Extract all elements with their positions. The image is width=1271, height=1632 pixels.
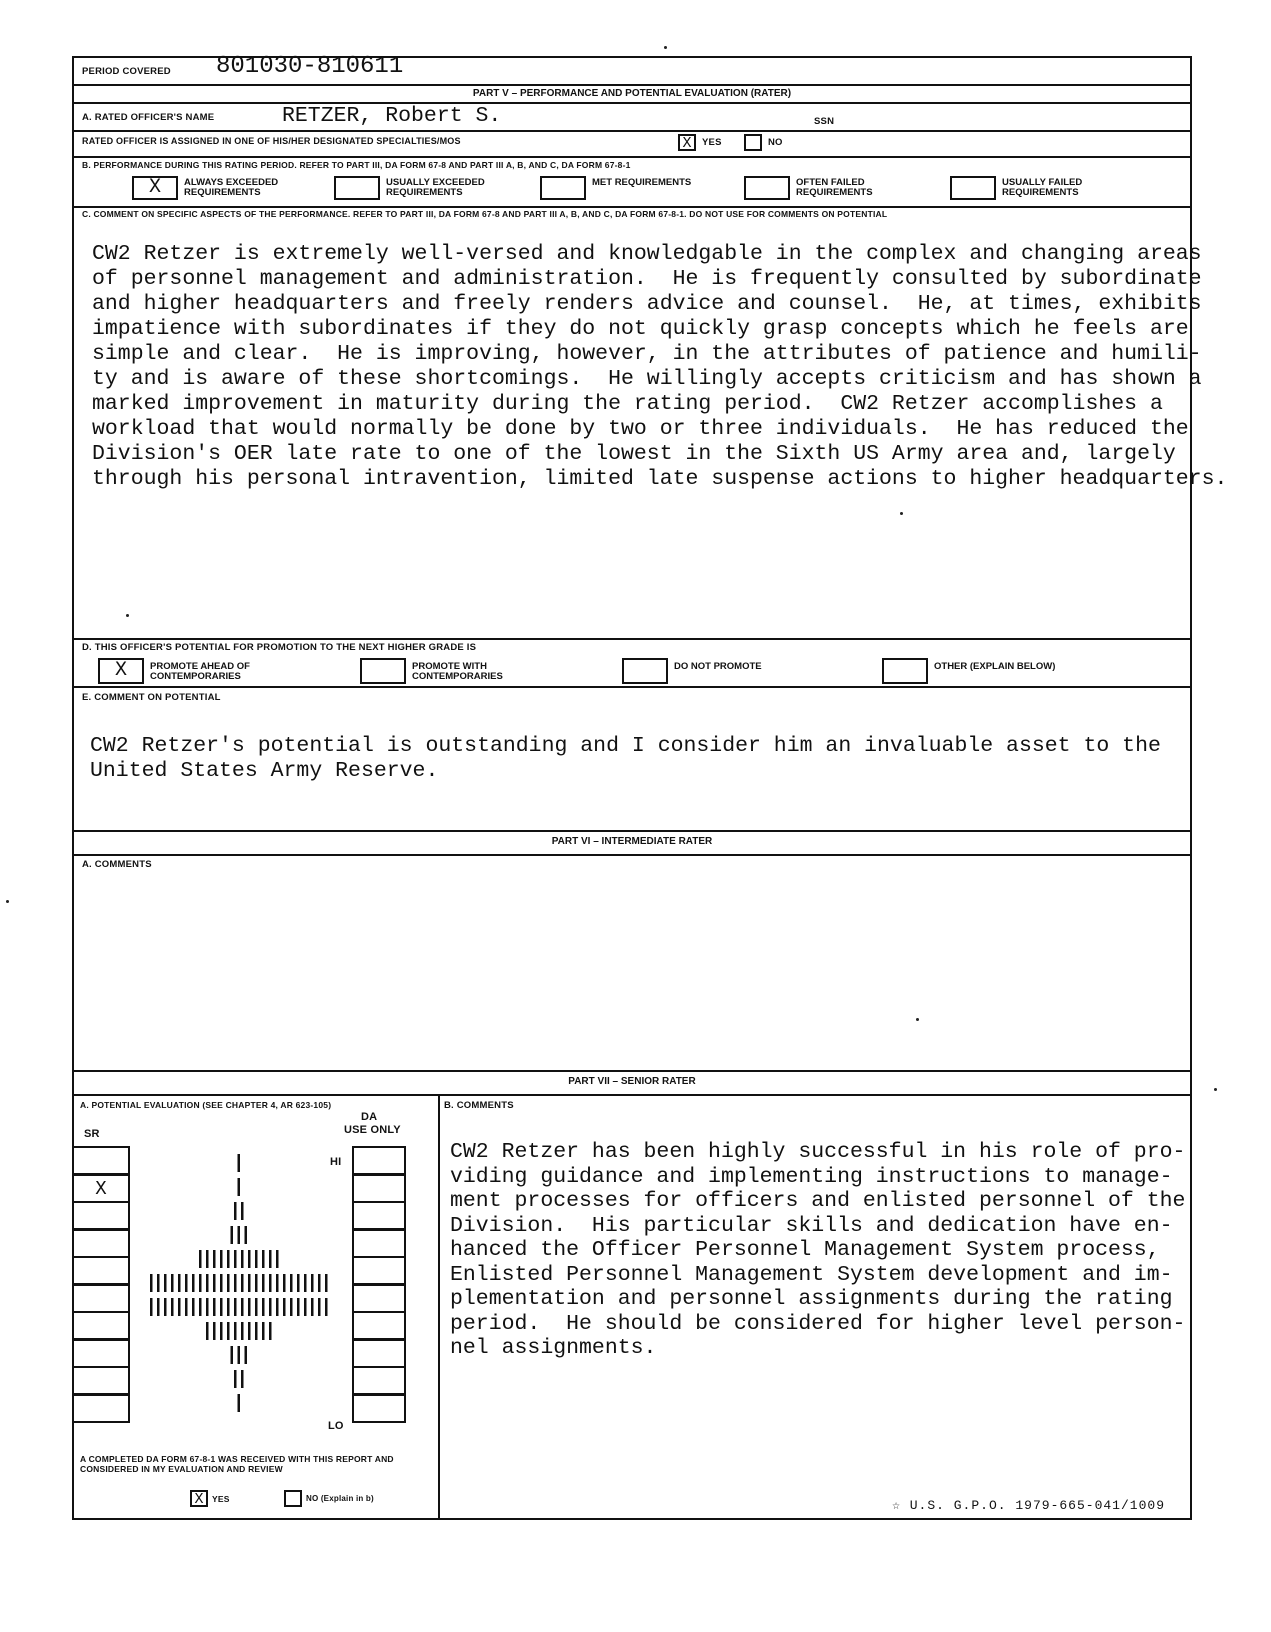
comment-line: through his personal intravention, limited late suspense actions to higher headquarters.: [92, 467, 1228, 491]
promotion-checkbox[interactable]: [360, 658, 406, 684]
comment-line: period. He should be considered for higher level person-: [450, 1311, 1186, 1336]
sr-rating-box[interactable]: [72, 1339, 130, 1368]
profile-tick: [269, 1274, 272, 1292]
profile-tick: [311, 1274, 314, 1292]
profile-tick: [297, 1274, 300, 1292]
scan-speck: [664, 46, 667, 49]
performance-checkbox[interactable]: [334, 176, 380, 200]
da-use-only-box: [352, 1229, 406, 1258]
performance-option-label: USUALLY EXCEEDED REQUIREMENTS: [386, 177, 485, 198]
da-use-only-box: [352, 1146, 406, 1175]
performance-label: B. PERFORMANCE DURING THIS RATING PERIOD. REFER TO PART III, DA FORM 67-8 AND PART III A, B, AND C, DA FORM 67-8-1: [82, 160, 631, 170]
profile-tick: [213, 1274, 216, 1292]
evaluation-form: [72, 53, 1228, 1520]
sr-rating-box[interactable]: [72, 1146, 130, 1175]
da-use-only-box: [352, 1201, 406, 1230]
received-yes-label: YES: [212, 1494, 230, 1504]
comment-line: nel assignments.: [450, 1336, 657, 1360]
profile-tick: [220, 1250, 223, 1268]
profile-tick: [206, 1250, 209, 1268]
intermediate-comments-label: A. COMMENTS: [82, 859, 152, 870]
performance-checkbox[interactable]: X: [132, 176, 178, 200]
profile-tick: [231, 1226, 234, 1244]
profile-tick: [206, 1298, 209, 1316]
scan-speck: [1214, 1088, 1217, 1091]
profile-tick: [238, 1346, 241, 1364]
profile-tick: [245, 1226, 248, 1244]
profile-tick: [150, 1298, 153, 1316]
profile-tick: [171, 1298, 174, 1316]
profile-tick: [297, 1298, 300, 1316]
profile-tick: [241, 1322, 244, 1340]
part7-title: PART VII – SENIOR RATER: [568, 1076, 696, 1087]
profile-tick: [262, 1274, 265, 1292]
da-label: DA: [361, 1111, 378, 1123]
da-use-only-box: [352, 1339, 406, 1368]
profile-tick: [220, 1274, 223, 1292]
profile-tick: [199, 1250, 202, 1268]
profile-tick: [241, 1202, 244, 1220]
period-covered-label: PERIOD COVERED: [82, 66, 171, 77]
promotion-option-label: DO NOT PROMOTE: [674, 661, 762, 672]
profile-tick: [157, 1298, 160, 1316]
promotion-checkbox[interactable]: [882, 658, 928, 684]
profile-tick: [213, 1322, 216, 1340]
sr-rating-box[interactable]: [72, 1366, 130, 1395]
profile-tick: [325, 1298, 328, 1316]
profile-tick: [185, 1274, 188, 1292]
received-no-checkbox[interactable]: [284, 1490, 302, 1507]
profile-tick: [269, 1322, 272, 1340]
comment-line: plementation and personnel assignments during the rating: [450, 1287, 1173, 1311]
profile-tick: [248, 1274, 251, 1292]
profile-tick: [241, 1274, 244, 1292]
profile-tick: [318, 1274, 321, 1292]
profile-tick: [269, 1250, 272, 1268]
profile-tick: [171, 1274, 174, 1292]
comment-line: impatience with subordinates if they do not quickly grasp concepts which he feels are: [92, 317, 1189, 341]
promotion-option-label: PROMOTE WITH CONTEMPORARIES: [412, 661, 503, 682]
profile-tick: [248, 1322, 251, 1340]
received-no-label: NO (Explain in b): [306, 1494, 374, 1503]
profile-tick: [304, 1298, 307, 1316]
senior-comments-label: B. COMMENTS: [444, 1100, 514, 1111]
promotion-option-label: OTHER (EXPLAIN BELOW): [934, 661, 1056, 672]
profile-tick: [227, 1250, 230, 1268]
comment-line: Enlisted Personnel Management System development and im-: [450, 1262, 1173, 1287]
profile-tick: [157, 1274, 160, 1292]
performance-checkbox[interactable]: [744, 176, 790, 200]
profile-tick: [185, 1298, 188, 1316]
promotion-potential-label: D. THIS OFFICER'S POTENTIAL FOR PROMOTION TO THE NEXT HIGHER GRADE IS: [82, 642, 477, 653]
da-use-only-box: [352, 1174, 406, 1203]
profile-tick: [206, 1274, 209, 1292]
promotion-checkbox[interactable]: [622, 658, 668, 684]
profile-tick: [164, 1274, 167, 1292]
comment-line: workload that would normally be done by two or three individuals. He has reduced the: [92, 417, 1189, 441]
hi-label: HI: [330, 1156, 342, 1168]
profile-tick: [213, 1298, 216, 1316]
assigned-no-label: NO: [768, 137, 783, 148]
profile-tick: [269, 1298, 272, 1316]
promotion-checkbox[interactable]: X: [98, 658, 144, 684]
profile-tick: [238, 1226, 241, 1244]
ssn-label: SSN: [814, 116, 835, 127]
profile-tick: [234, 1370, 237, 1388]
performance-option-label: OFTEN FAILED REQUIREMENTS: [796, 177, 873, 198]
da-use-only-box: [352, 1366, 406, 1395]
profile-tick: [248, 1250, 251, 1268]
profile-tick: [150, 1274, 153, 1292]
profile-tick: [325, 1274, 328, 1292]
profile-tick: [262, 1250, 265, 1268]
profile-tick: [290, 1298, 293, 1316]
performance-option-label: MET REQUIREMENTS: [592, 177, 692, 188]
comment-line: CW2 Retzer is extremely well-versed and knowledgable in the complex and changing areas: [92, 242, 1202, 266]
assigned-yes-label: YES: [702, 137, 722, 148]
profile-tick: [245, 1346, 248, 1364]
sr-rating-box[interactable]: [72, 1256, 130, 1285]
form-received-label: A COMPLETED DA FORM 67-8-1 WAS RECEIVED WITH THIS REPORT AND CONSIDERED IN MY EVALUATION AND REVIEW: [80, 1454, 394, 1474]
comment-line: CW2 Retzer has been highly successful in his role of pro-: [450, 1140, 1186, 1164]
part6-title: PART VI – INTERMEDIATE RATER: [551, 836, 713, 847]
profile-tick: [304, 1274, 307, 1292]
profile-tick: [178, 1274, 181, 1292]
profile-tick: [234, 1274, 237, 1292]
profile-tick: [283, 1274, 286, 1292]
comment-line: ment processes for officers and enlisted personnel of the: [450, 1189, 1186, 1213]
profile-tick: [241, 1250, 244, 1268]
performance-comment-label: C. COMMENT ON SPECIFIC ASPECTS OF THE PERFORMANCE. REFER TO PART III, DA FORM 67-8 AND PART III A, B, AND C, DA FORM 67-8-1. DO NOT USE FOR COMMENTS ON POTENTIAL: [82, 209, 888, 219]
promotion-option-label: PROMOTE AHEAD OF CONTEMPORARIES: [150, 661, 250, 682]
profile-tick: [199, 1298, 202, 1316]
part5-title: PART V – PERFORMANCE AND POTENTIAL EVALUATION (RATER): [472, 88, 792, 99]
sr-rating-box[interactable]: [72, 1394, 130, 1423]
comment-line: ty and is aware of these shortcomings. He willingly accepts criticism and has shown a: [92, 367, 1202, 391]
comment-line: United States Army Reserve.: [90, 759, 439, 783]
da-use-only-box: [352, 1256, 406, 1285]
profile-tick: [234, 1250, 237, 1268]
sr-rating-box[interactable]: [72, 1311, 130, 1340]
profile-tick: [220, 1298, 223, 1316]
profile-tick: [178, 1298, 181, 1316]
profile-tick: [238, 1154, 241, 1172]
profile-tick: [276, 1250, 279, 1268]
profile-tick: [318, 1298, 321, 1316]
sr-rating-box[interactable]: X: [72, 1174, 130, 1203]
profile-tick: [241, 1298, 244, 1316]
profile-tick: [213, 1250, 216, 1268]
rated-officer-name-label: A. RATED OFFICER'S NAME: [82, 112, 215, 123]
use-only-label: USE ONLY: [344, 1124, 401, 1136]
gpo-imprint: ☆ U.S. G.P.O. 1979-665-041/1009: [892, 1498, 1165, 1513]
scan-speck: [900, 512, 903, 515]
profile-tick: [220, 1322, 223, 1340]
da-use-only-box: [352, 1311, 406, 1340]
profile-tick: [199, 1274, 202, 1292]
performance-checkbox[interactable]: [950, 176, 996, 200]
comment-line: hanced the Officer Personnel Management System process,: [450, 1238, 1160, 1262]
potential-comment-label: E. COMMENT ON POTENTIAL: [82, 692, 221, 703]
profile-tick: [248, 1298, 251, 1316]
profile-tick: [227, 1322, 230, 1340]
comment-line: viding guidance and implementing instructions to manage-: [450, 1164, 1173, 1189]
sr-rating-box[interactable]: [72, 1229, 130, 1258]
profile-tick: [255, 1298, 258, 1316]
profile-tick: [238, 1394, 241, 1412]
performance-checkbox[interactable]: [540, 176, 586, 200]
sr-rating-box[interactable]: [72, 1201, 130, 1230]
profile-tick: [234, 1202, 237, 1220]
profile-tick: [227, 1298, 230, 1316]
comment-line: marked improvement in maturity during the rating period. CW2 Retzer accomplishes a: [92, 392, 1163, 416]
profile-tick: [231, 1346, 234, 1364]
da-use-only-box: [352, 1394, 406, 1423]
rating-profile-graphic: [136, 1148, 346, 1434]
profile-tick: [234, 1322, 237, 1340]
profile-tick: [227, 1274, 230, 1292]
profile-tick: [283, 1298, 286, 1316]
scan-speck: [916, 1018, 919, 1021]
assigned-yes-checkbox[interactable]: X: [678, 134, 696, 151]
performance-option-label: ALWAYS EXCEEDED REQUIREMENTS: [184, 177, 279, 198]
sr-column-label: SR: [84, 1128, 100, 1140]
profile-tick: [276, 1298, 279, 1316]
profile-tick: [164, 1298, 167, 1316]
comment-line: Division's OER late rate to one of the lowest in the Sixth US Army area and, largely: [92, 442, 1176, 466]
profile-tick: [290, 1274, 293, 1292]
profile-tick: [241, 1370, 244, 1388]
profile-tick: [262, 1298, 265, 1316]
profile-tick: [255, 1274, 258, 1292]
profile-tick: [206, 1322, 209, 1340]
profile-tick: [192, 1274, 195, 1292]
da-use-only-box: [352, 1284, 406, 1313]
comment-line: simple and clear. He is improving, however, in the attributes of patience and humili-: [92, 342, 1202, 366]
profile-tick: [192, 1298, 195, 1316]
assigned-specialty-label: RATED OFFICER IS ASSIGNED IN ONE OF HIS/HER DESIGNATED SPECIALTIES/MOS: [82, 136, 461, 146]
profile-tick: [311, 1298, 314, 1316]
scan-speck: [6, 900, 9, 903]
senior-potential-label: A. POTENTIAL EVALUATION (SEE CHAPTER 4, AR 623-105): [80, 1100, 332, 1110]
profile-tick: [262, 1322, 265, 1340]
period-covered-value: 801030-810611: [216, 53, 404, 80]
rated-officer-name-value: RETZER, Robert S.: [282, 104, 502, 128]
profile-tick: [255, 1250, 258, 1268]
scan-speck: [126, 614, 129, 617]
profile-tick: [255, 1322, 258, 1340]
profile-tick: [276, 1274, 279, 1292]
assigned-no-checkbox[interactable]: [744, 134, 762, 151]
comment-line: of personnel management and administration. He is frequently consulted by subordinate: [92, 267, 1202, 291]
performance-option-label: USUALLY FAILED REQUIREMENTS: [1002, 177, 1083, 198]
comment-line: CW2 Retzer's potential is outstanding and I consider him an invaluable asset to the: [90, 734, 1161, 758]
comment-line: Division. His particular skills and dedication have en-: [450, 1213, 1173, 1238]
lo-label: LO: [328, 1420, 344, 1432]
profile-tick: [234, 1298, 237, 1316]
sr-rating-box[interactable]: [72, 1284, 130, 1313]
received-yes-checkbox[interactable]: X: [190, 1490, 208, 1507]
comment-line: and higher headquarters and freely renders advice and counsel. He, at times, exhibits: [92, 292, 1202, 316]
profile-tick: [238, 1178, 241, 1196]
